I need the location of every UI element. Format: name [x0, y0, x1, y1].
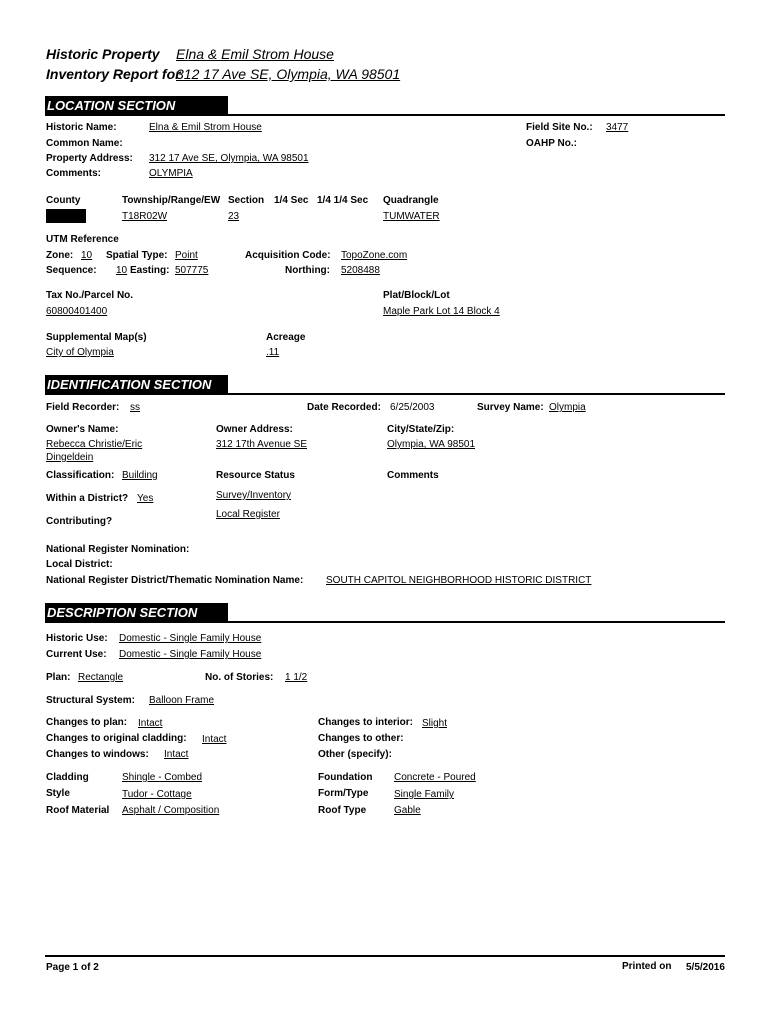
plat-block-lot-label: Plat/Block/Lot	[383, 290, 450, 301]
historic-name-value: Elna & Emil Strom House	[149, 122, 262, 133]
footer-rule	[45, 955, 725, 957]
quadrangle-label: Quadrangle	[383, 195, 439, 206]
property-name-header: Elna & Emil Strom House	[176, 46, 334, 62]
date-recorded-label: Date Recorded:	[307, 402, 381, 413]
spatial-type-label: Spatial Type:	[106, 250, 168, 261]
stories-label: No. of Stories:	[205, 672, 274, 683]
changes-interior-label: Changes to interior:	[318, 717, 414, 728]
easting-value: 507775	[175, 265, 209, 276]
acreage-label: Acreage	[266, 332, 306, 343]
within-district-value: Yes	[137, 493, 154, 504]
quarter-section-label: 1/4 Sec	[274, 195, 309, 206]
owner-address-value: 312 17th Avenue SE	[216, 439, 308, 450]
changes-interior-value: Slight	[422, 718, 448, 729]
comments-value: OLYMPIA	[149, 168, 193, 179]
changes-plan-label: Changes to plan:	[46, 717, 128, 728]
acreage-value: .11	[266, 347, 280, 358]
utm-reference-label: UTM Reference	[46, 234, 119, 245]
quarter-quarter-section-label: 1/4 1/4 Sec	[317, 195, 369, 206]
nr-nomination-label: National Register Nomination:	[46, 544, 190, 555]
style-label: Style	[46, 788, 70, 799]
sequence-value: 10	[116, 265, 128, 276]
acquisition-code-label: Acquisition Code:	[245, 250, 331, 261]
structural-system-label: Structural System:	[46, 695, 135, 706]
field-site-label: Field Site No.:	[526, 122, 593, 133]
nr-district-value: SOUTH CAPITOL NEIGHBORHOOD HISTORIC DISTRICT	[326, 575, 592, 586]
form-type-value: Single Family	[394, 789, 455, 800]
form-type-label: Form/Type	[318, 788, 369, 799]
changes-cladding-label: Changes to original cladding:	[46, 733, 187, 744]
northing-value: 5208488	[341, 265, 380, 276]
property-address-header: 312 17 Ave SE, Olympia, WA 98501	[176, 66, 401, 82]
property-address-label: Property Address:	[46, 153, 133, 164]
current-use-value: Domestic - Single Family House	[119, 649, 262, 660]
spatial-type-value: Point	[175, 250, 198, 261]
supplemental-maps-label: Supplemental Map(s)	[46, 332, 147, 343]
field-recorder-label: Field Recorder:	[46, 402, 120, 413]
section-label: Section	[228, 195, 265, 206]
resource-status-1: Survey/Inventory	[216, 490, 292, 501]
identification-section-rule	[45, 393, 725, 395]
changes-other-label: Changes to other:	[318, 733, 404, 744]
header-label-2: Inventory Report for	[46, 66, 181, 82]
header-label-1: Historic Property	[46, 46, 160, 62]
within-district-label: Within a District?	[46, 493, 129, 504]
roof-material-label: Roof Material	[46, 805, 110, 816]
northing-label: Northing:	[285, 265, 330, 276]
structural-system-value: Balloon Frame	[149, 695, 215, 706]
cladding-value: Shingle - Combed	[122, 772, 203, 783]
historic-use-label: Historic Use:	[46, 633, 108, 644]
oahp-label: OAHP No.:	[526, 138, 577, 149]
description-section-header: DESCRIPTION SECTION	[45, 603, 228, 623]
property-address-value: 312 17 Ave SE, Olympia, WA 98501	[149, 153, 309, 164]
supplemental-maps-value: City of Olympia	[46, 347, 114, 358]
location-section-rule	[45, 114, 725, 116]
roof-type-label: Roof Type	[318, 805, 367, 816]
id-comments-label: Comments	[387, 470, 439, 481]
plat-block-lot-value: Maple Park Lot 14 Block 4	[383, 306, 500, 317]
contributing-label: Contributing?	[46, 516, 113, 527]
county-label: County	[46, 195, 81, 206]
historic-use-value: Domestic - Single Family House	[119, 633, 262, 644]
changes-windows-value: Intact	[164, 749, 189, 760]
historic-name-label: Historic Name:	[46, 122, 117, 133]
township-range-label: Township/Range/EW	[122, 195, 221, 206]
easting-label: Easting:	[130, 265, 170, 276]
resource-status-2: Local Register	[216, 509, 280, 520]
description-section-rule	[45, 621, 725, 623]
field-recorder-value: ss	[130, 402, 140, 413]
field-site-value: 3477	[606, 122, 629, 133]
changes-windows-label: Changes to windows:	[46, 749, 149, 760]
section-value: 23	[228, 211, 240, 222]
owner-name-value-1: Rebecca Christie/Eric	[46, 439, 143, 450]
current-use-label: Current Use:	[46, 649, 107, 660]
date-recorded-value: 6/25/2003	[390, 402, 435, 413]
township-range-value: T18R02W	[122, 211, 168, 222]
zone-value: 10	[81, 250, 93, 261]
survey-name-value: Olympia	[549, 402, 586, 413]
tax-parcel-label: Tax No./Parcel No.	[46, 290, 134, 301]
owner-name-label: Owner's Name:	[46, 424, 119, 435]
comments-label: Comments:	[46, 168, 102, 179]
survey-name-label: Survey Name:	[477, 402, 544, 413]
city-state-zip-value: Olympia, WA 98501	[387, 439, 476, 450]
sequence-label: Sequence:	[46, 265, 97, 276]
classification-label: Classification:	[46, 470, 115, 481]
printed-date: 5/5/2016	[686, 962, 725, 973]
common-name-label: Common Name:	[46, 138, 123, 149]
changes-plan-value: Intact	[138, 718, 163, 729]
other-specify-label: Other (specify):	[318, 749, 392, 760]
roof-type-value: Gable	[394, 805, 421, 816]
resource-status-label: Resource Status	[216, 470, 295, 481]
local-district-label: Local District:	[46, 559, 113, 570]
page-number: Page 1 of 2	[46, 962, 99, 973]
location-section-header: LOCATION SECTION	[45, 96, 228, 116]
acquisition-code-value: TopoZone.com	[341, 250, 408, 261]
changes-cladding-value: Intact	[202, 734, 227, 745]
classification-value: Building	[122, 470, 158, 481]
plan-value: Rectangle	[78, 672, 124, 683]
owner-name-value-2: Dingeldein	[46, 452, 94, 463]
nr-district-label: National Register District/Thematic Nomination Name:	[46, 575, 304, 586]
style-value: Tudor - Cottage	[122, 789, 192, 800]
identification-section-header: IDENTIFICATION SECTION	[45, 375, 228, 395]
city-state-zip-label: City/State/Zip:	[387, 424, 455, 435]
printed-on-label: Printed on	[622, 961, 672, 972]
county-redaction	[46, 209, 86, 223]
foundation-value: Concrete - Poured	[394, 772, 476, 783]
foundation-label: Foundation	[318, 772, 373, 783]
owner-address-label: Owner Address:	[216, 424, 293, 435]
quadrangle-value: TUMWATER	[383, 211, 440, 222]
tax-parcel-value: 60800401400	[46, 306, 108, 317]
zone-label: Zone:	[46, 250, 74, 261]
stories-value: 1 1/2	[285, 672, 308, 683]
cladding-label: Cladding	[46, 772, 89, 783]
roof-material-value: Asphalt / Composition	[122, 805, 220, 816]
plan-label: Plan:	[46, 672, 71, 683]
